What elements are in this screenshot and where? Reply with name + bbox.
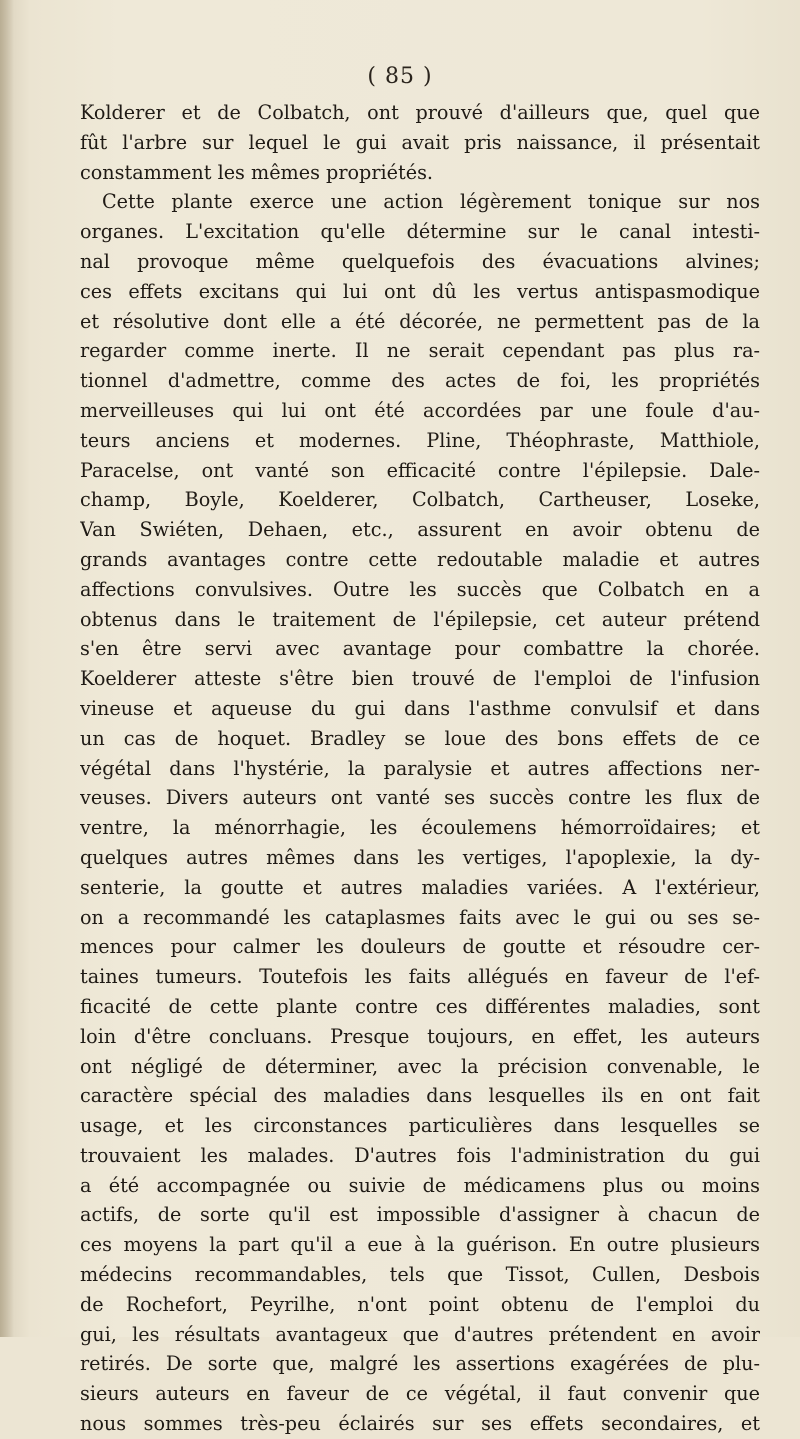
text-line: champ, Boyle, Koelderer, Colbatch, Cartheuser, Loseke, <box>80 488 760 512</box>
text-line: et résolutive dont elle a été décorée, ne permettent pas de la <box>80 309 760 333</box>
text-line: s'en être servi avec avantage pour combattre la chorée. <box>80 637 760 661</box>
text-line: ces effets excitans qui lui ont dû les vertus antispasmodique <box>80 279 760 303</box>
text-line: merveilleuses qui lui ont été accordées par une foule d'au- <box>80 398 760 422</box>
text-line: nal provoque même quelquefois des évacuations alvines; <box>80 249 760 273</box>
text-line: Koelderer atteste s'être bien trouvé de l'emploi de l'infusion <box>80 667 760 691</box>
text-line: a été accompagnée ou suivie de médicamens plus ou moins <box>80 1173 760 1197</box>
text-line: fût l'arbre sur lequel le gui avait pris naissance, il présentait <box>80 130 760 154</box>
text-line: quelques autres mêmes dans les vertiges, l'apoplexie, la dy- <box>80 845 760 869</box>
text-line: gui, les résultats avantageux que d'autres prétendent en avoir <box>80 1322 760 1346</box>
text-line: caractère spécial des maladies dans lesquelles ils en ont fait <box>80 1084 760 1108</box>
text-line: tionnel d'admettre, comme des actes de foi, les propriétés <box>80 369 760 393</box>
text-line: usage, et les circonstances particulières dans lesquelles se <box>80 1114 760 1138</box>
binding-shadow <box>0 0 14 1337</box>
page-number: ( 85 ) <box>367 64 433 89</box>
text-line: ficacité de cette plante contre ces différentes maladies, sont <box>80 994 760 1018</box>
text-line: nous sommes très-peu éclairés sur ses effets secondaires, et <box>80 1412 760 1436</box>
text-line: ventre, la ménorrhagie, les écoulemens hémorroïdaires; et <box>80 816 760 840</box>
body-text <box>80 98 760 1439</box>
text-line: grands avantages contre cette redoutable maladie et autres <box>80 547 760 571</box>
text-line: affections convulsives. Outre les succès que Colbatch en a <box>80 577 760 601</box>
text-line: regarder comme inerte. Il ne serait cependant pas plus ra- <box>80 339 760 363</box>
text-line: médecins recommandables, tels que Tissot, Cullen, Desbois <box>80 1263 760 1287</box>
text-line: mences pour calmer les douleurs de goutte et résoudre cer- <box>80 935 760 959</box>
text-line: trouvaient les malades. D'autres fois l'administration du gui <box>80 1143 760 1167</box>
text-line: obtenus dans le traitement de l'épilepsie, cet auteur prétend <box>80 607 760 631</box>
text-line: taines tumeurs. Toutefois les faits allégués en faveur de l'ef- <box>80 965 760 989</box>
text-line: organes. L'excitation qu'elle détermine sur le canal intesti- <box>80 220 760 244</box>
text-line: Van Swiéten, Dehaen, etc., assurent en avoir obtenu de <box>80 518 760 542</box>
text-line: actifs, de sorte qu'il est impossible d'assigner à chacun de <box>80 1203 760 1227</box>
text-line: Paracelse, ont vanté son efficacité contre l'épilepsie. Dale- <box>80 458 760 482</box>
text-line: veuses. Divers auteurs ont vanté ses succès contre les flux de <box>80 786 760 810</box>
text-line: loin d'être concluans. Presque toujours, en effet, les auteurs <box>80 1024 760 1048</box>
text-line: constamment les mêmes propriétés. <box>80 160 434 184</box>
text-line: retirés. De sorte que, malgré les assertions exagérées de plu- <box>80 1352 760 1376</box>
text-line: vineuse et aqueuse du gui dans l'asthme convulsif et dans <box>80 696 760 720</box>
text-line: de Rochefort, Peyrilhe, n'ont point obtenu de l'emploi du <box>80 1292 760 1316</box>
text-line: sieurs auteurs en faveur de ce végétal, il faut convenir que <box>80 1382 760 1406</box>
text-line: senterie, la goutte et autres maladies variées. A l'extérieur, <box>80 875 760 899</box>
text-line: ont négligé de déterminer, avec la précision convenable, le <box>80 1054 760 1078</box>
text-line: végétal dans l'hystérie, la paralysie et autres affections ner- <box>80 756 760 780</box>
text-line: un cas de hoquet. Bradley se loue des bons effets de ce <box>80 726 760 750</box>
text-line: ces moyens la part qu'il a eue à la guérison. En outre plusieurs <box>80 1233 760 1257</box>
text-line: teurs anciens et modernes. Pline, Théophraste, Matthiole, <box>80 428 760 452</box>
text-line: on a recommandé les cataplasmes faits avec le gui ou ses se- <box>80 905 760 929</box>
text-line: Cette plante exerce une action légèrement tonique sur nos <box>102 190 760 214</box>
text-line: Kolderer et de Colbatch, ont prouvé d'ailleurs que, quel que <box>80 101 760 124</box>
